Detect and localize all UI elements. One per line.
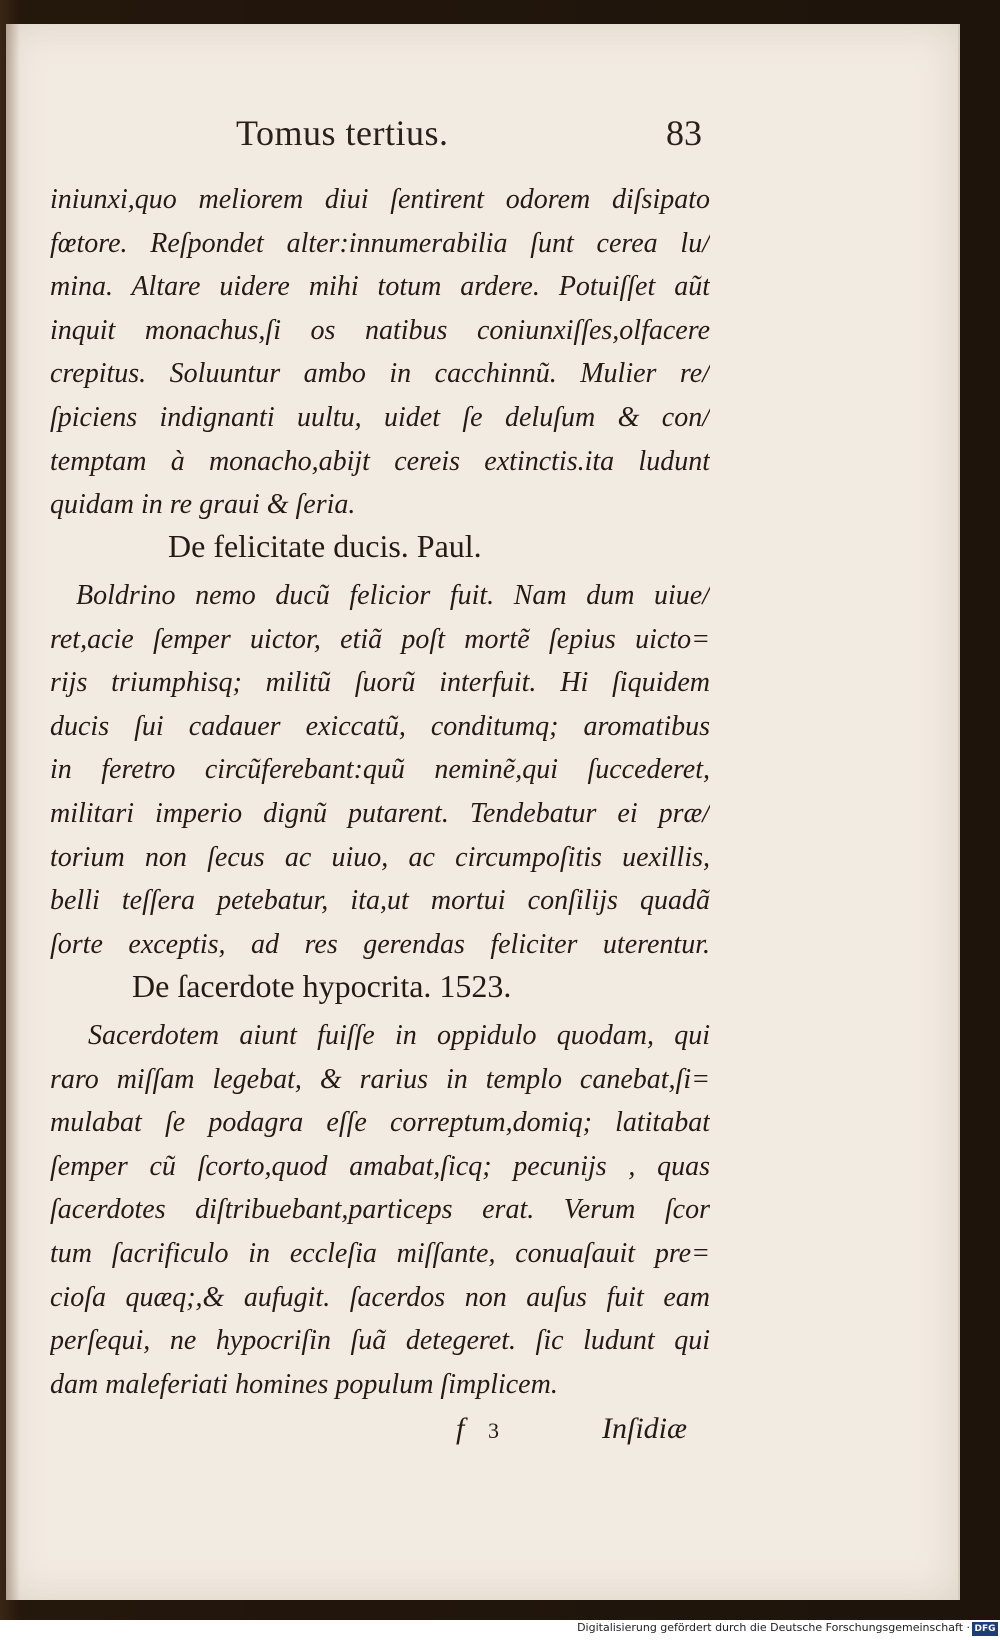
text-line: ret,acie ſemper uictor, etiã poſt mortẽ ſepius uicto= xyxy=(50,623,710,655)
digitization-credit: Digitalisierung gefördert durch die Deutsche Forschungsgemeinschaft · xyxy=(577,1621,970,1634)
text-block-continuation xyxy=(50,178,710,527)
text-line: inquit monachus,ſi os natibus coniunxiſſes,olfacere xyxy=(50,314,710,346)
text-line: rijs triumphisq; militũ ſuorũ interfuit. Hi ſiquidem xyxy=(50,667,710,699)
text-line: raro miſſam legebat, & rarius in templo canebat,ſi= xyxy=(50,1063,710,1095)
text-block-sacerdote xyxy=(50,1014,710,1406)
page-header xyxy=(236,112,702,172)
signature-number: 3 xyxy=(488,1418,499,1443)
text-line: mina. Altare uidere mihi totum ardere. Potuiſſet aũt xyxy=(50,271,710,303)
text-line: belli teſſera petebatur, ita,ut mortui conſilijs quadã xyxy=(50,885,710,917)
section-heading-sacerdote: De ſacerdote hypocrita. 1523. xyxy=(132,968,512,1004)
text-line: in feretro circũferebant:quũ neminẽ,qui ſuccederet, xyxy=(50,754,710,786)
page-number: 83 xyxy=(666,113,702,153)
text-line: ſpiciens indignanti uultu, uidet ſe deluſum & con/ xyxy=(50,401,710,433)
text-block-felicitate xyxy=(50,574,710,966)
section-heading-felicitate: De felicitate ducis. Paul. xyxy=(168,528,482,564)
running-head: Tomus tertius. xyxy=(236,113,449,153)
text-line: iniunxi,quo meliorem diui ſentirent odorem diſsipato xyxy=(50,184,710,215)
text-line: ducis ſui cadauer exiccatũ, conditumq; aromatibus xyxy=(50,710,710,742)
text-line: ſacerdotes diſtribuebant,particeps erat. Verum ſcor xyxy=(50,1194,710,1226)
text-line: tum ſacrificulo in eccleſia miſſante, conuaſauit pre= xyxy=(50,1237,710,1269)
text-line: Boldrino nemo ducũ felicior fuit. Nam dum uiue/ xyxy=(76,580,710,611)
text-line: cioſa quæq;,& aufugit. ſacerdos non auſus fuit eam xyxy=(50,1281,710,1313)
text-line: crepitus. Soluuntur ambo in cacchinnũ. Mulier re/ xyxy=(50,358,710,390)
text-line: mulabat ſe podagra eſſe correptum,domiq; latitabat xyxy=(50,1107,710,1139)
text-line: quidam in re graui & ſeria. xyxy=(50,489,356,521)
text-line: Sacerdotem aiunt fuiſſe in oppidulo quodam, qui xyxy=(88,1020,710,1051)
text-line: torium non ſecus ac uiuo, ac circumpoſitis uexillis, xyxy=(50,841,710,873)
gutter-shadow xyxy=(6,24,20,1600)
catchword: Inſidiæ xyxy=(602,1412,688,1445)
signature-mark: f xyxy=(456,1412,465,1445)
text-line: fœtore. Reſpondet alter:innumerabilia ſunt cerea lu/ xyxy=(50,227,710,259)
dfg-logo: DFG xyxy=(972,1622,998,1636)
text-line: dam maleferiati homines populum ſimplicem. xyxy=(50,1368,558,1400)
text-line: temptam à monacho,abijt cereis extinctis.ita ludunt xyxy=(50,445,710,477)
text-line: ſemper cũ ſcorto,quod amabat,ſicq; pecunijs , quas xyxy=(50,1150,710,1182)
text-line: militari imperio dignũ putarent. Tendebatur ei præ/ xyxy=(50,797,710,829)
text-line: ſorte exceptis, ad res gerendas feliciter uterentur. xyxy=(50,928,710,960)
text-line: perſequi, ne hypocriſin ſuã detegeret. ſic ludunt qui xyxy=(50,1325,710,1357)
